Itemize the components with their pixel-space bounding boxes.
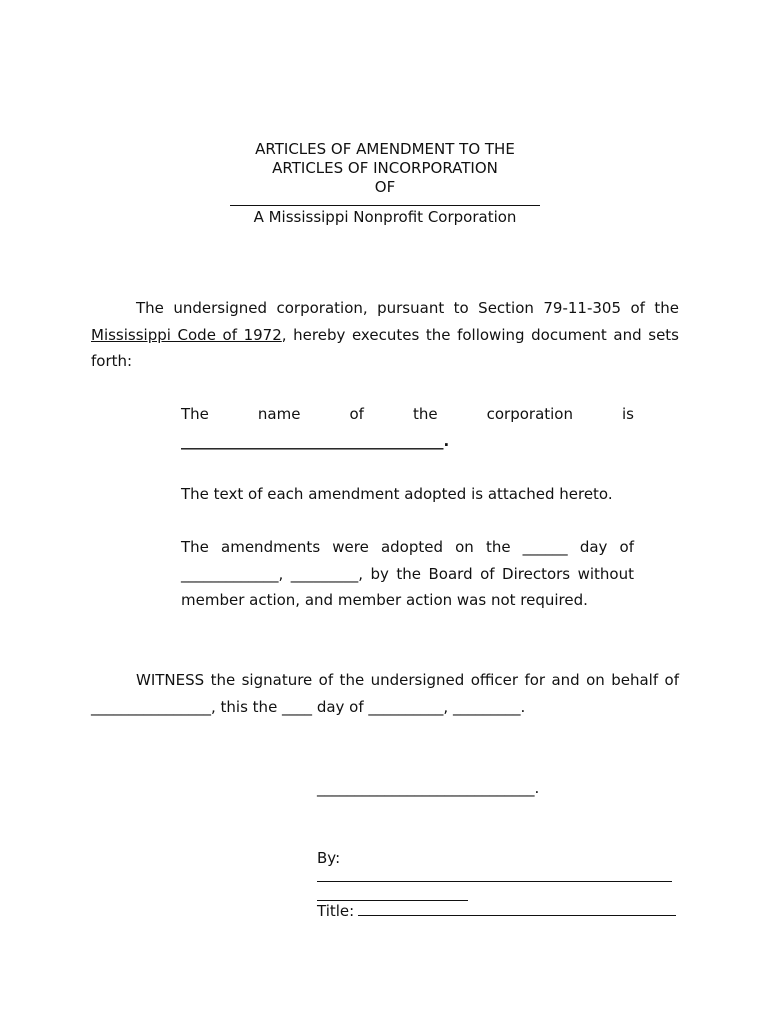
name-word: is [622, 405, 634, 423]
document-heading [0, 140, 770, 227]
name-word: name [257, 405, 301, 423]
name-word: the [412, 405, 438, 423]
officer-title-row [317, 898, 676, 924]
name-word: The [181, 405, 209, 423]
statute-reference: Mississippi Code of 1972 [91, 325, 282, 344]
officer-title-line[interactable] [358, 901, 676, 916]
by-label: By: [317, 849, 341, 867]
name-word: corporation [486, 405, 573, 423]
adoption-statement: The amendments were adopted on the ______ day of _____________, _________, by the Board of Directors without member action, and member action was not required. [181, 538, 634, 609]
intro-text-end: , hereby executes the following document and sets forth: [91, 325, 679, 370]
intro-paragraph [91, 295, 679, 375]
corporation-signature-line[interactable]: _____________________________. [317, 779, 540, 797]
heading-line-1: ARTICLES OF AMENDMENT TO THE [255, 140, 515, 158]
corporation-name-blank[interactable] [230, 199, 540, 206]
heading-line-3: OF [374, 178, 396, 196]
witness-paragraph: WITNESS the signature of the undersigned officer for and on behalf of ________________, this the ____ day of __________, _________. [91, 671, 679, 716]
corporation-name-statement [181, 401, 634, 428]
by-signature-line[interactable] [317, 881, 672, 882]
name-word: of [349, 405, 364, 423]
heading-line-2: ARTICLES OF INCORPORATION [272, 159, 498, 177]
title-label: Title: [317, 902, 355, 920]
intro-text-start: The undersigned corporation, pursuant to Section 79-11-305 of the [136, 299, 679, 317]
corporation-name-fill-line[interactable]: ___________________________________. [181, 432, 450, 450]
heading-subtitle: A Mississippi Nonprofit Corporation [253, 208, 517, 226]
amendment-text-statement: The text of each amendment adopted is attached hereto. [181, 485, 613, 503]
